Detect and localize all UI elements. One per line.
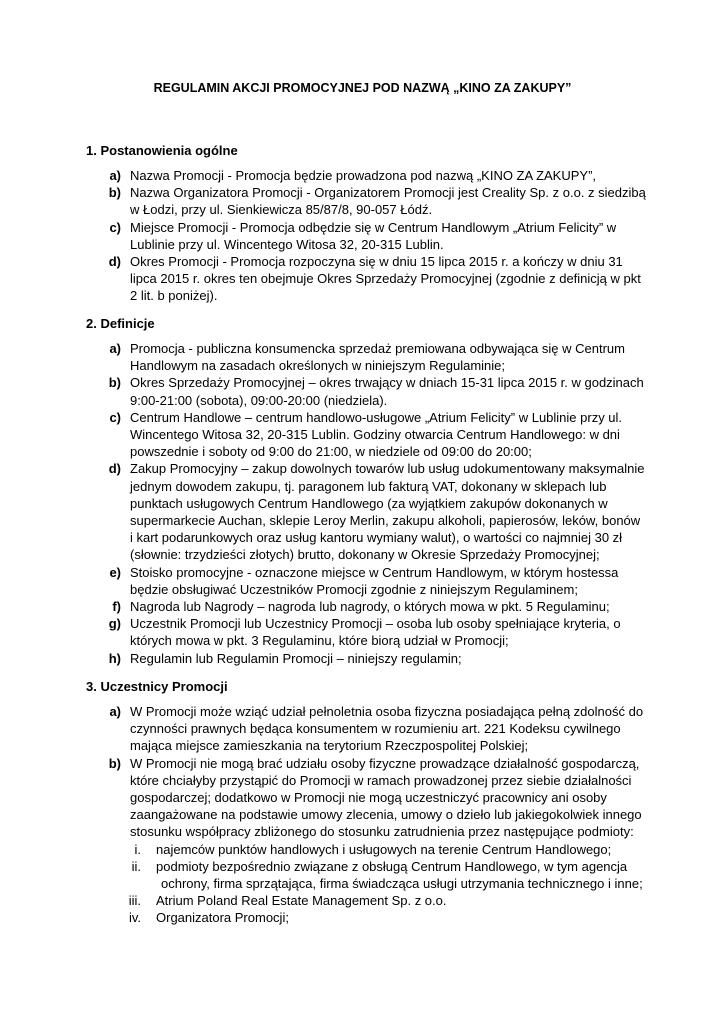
list-marker: h) [108, 650, 121, 666]
sub-list [86, 841, 646, 927]
list-item [86, 340, 646, 374]
list-marker: g) [108, 616, 121, 632]
list-item-text: Stoisko promocyjne - oznaczone miejsce w Centrum Handlowym, w którym hostessa będzie obsługiwać Uczestników Promocji zgodnie z niniejszym Regulaminem; [130, 564, 619, 597]
list-item-text: W Promocji nie mogą brać udziału osoby fizyczne prowadzące działalność gospodarczą, które chciałyby przystąpić do Promocji w ramach prowadzonej przez siebie działalności gospodarczej; dodatkowo w Promocji nie mogą uczestniczyć pracownicy ani osoby zaangażowane na podstawie umowy zlecenia, umowy o dzieło lub jakiegokolwiek innego stosunku współpracy zbliżonego do stosunku zatrudnienia przez następujące podmioty: [130, 755, 642, 840]
list-item-text: W Promocji może wziąć udział pełnoletnia osoba fizyczna posiadająca pełną zdolność do czynności prawnych będąca konsumentem w rozumieniu art. 221 Kodeksu cywilnego mająca miejsce zamieszkania na terytorium Rzeczpospolitej Polskiej; [130, 704, 644, 754]
sub-list-item [86, 892, 646, 909]
list-marker: b) [108, 375, 121, 391]
list-marker: d) [108, 461, 121, 477]
sub-list-marker: i. [134, 841, 141, 857]
list-item [86, 167, 646, 184]
list-item-text: Okres Sprzedaży Promocyjnej – okres trwający w dniach 15-31 lipca 2015 r. w godzinach 9:00-21:00 (sobota), 09:00-20:00 (niedziela). [130, 375, 644, 408]
list-marker: d) [108, 254, 121, 270]
list-marker: a) [109, 704, 121, 719]
list-marker: e) [109, 564, 121, 580]
list-item [86, 615, 646, 649]
list-item-text: Nagroda lub Nagrody – nagroda lub nagrody, o których mowa w pkt. 5 Regulaminu; [130, 599, 610, 615]
list-item [86, 460, 646, 563]
list-marker: b) [108, 755, 121, 771]
list-item [86, 598, 646, 615]
sub-list-item-text [156, 858, 646, 892]
list-item-text: Nazwa Organizatora Promocji - Organizatorem Promocji jest Creality Sp. z o.o. z siedzibą w Łodzi, przy ul. Sienkiewicza 85/87/8, 90-057 Łódź. [130, 185, 646, 218]
list-marker: a) [109, 168, 121, 183]
list-item [86, 755, 646, 841]
list-marker: a) [109, 341, 121, 356]
sub-list-item-text: Organizatora Promocji; [156, 910, 289, 926]
list-item [86, 409, 646, 461]
sub-list-item-text-line2: ochrony, firma sprzątająca, firma świadcząca usługi utrzymania technicznego i inne; [161, 876, 643, 892]
sub-list-item-text-line1: podmioty bezpośrednio związane z obsługą Centrum Handlowego, w tym agencja [156, 858, 628, 874]
list-item [86, 184, 646, 218]
sub-list-item [86, 841, 646, 858]
section-2-list [86, 340, 646, 667]
list-item-text: Okres Promocji - Promocja rozpoczyna się w dniu 15 lipca 2015 r. a kończy w dniu 31 lipca 2015 r. okres ten obejmuje Okres Sprzedaży Promocyjnej (zgodnie z definicją w pkt 2 lit. b poniżej). [130, 254, 641, 304]
list-item [86, 253, 646, 305]
list-item-text: Promocja - publiczna konsumencka sprzedaż premiowana odbywająca się w Centrum Handlowym na zasadach określonych w niniejszym Regulaminie; [130, 341, 625, 374]
list-item-text: Miejsce Promocji - Promocja odbędzie się w Centrum Handlowym „Atrium Felicity” w Lublinie przy ul. Wincentego Witosa 32, 20-315 Lublin. [130, 219, 617, 252]
list-item-text: Uczestnik Promocji lub Uczestnicy Promocji – osoba lub osoby spełniające kryteria, o których mowa w pkt. 3 Regulaminu, które biorą udział w Promocji; [130, 616, 621, 649]
list-item [86, 650, 646, 667]
list-item [86, 564, 646, 598]
sub-list-item-text: Atrium Poland Real Estate Management Sp. z o.o. [156, 893, 447, 909]
list-item-text: Regulamin lub Regulamin Promocji – niniejszy regulamin; [130, 650, 462, 666]
list-marker: f) [112, 599, 121, 615]
section-heading-2: 2. Definicje [86, 316, 155, 331]
sub-list-item [86, 909, 646, 926]
sub-list-marker: iv. [128, 910, 141, 926]
list-item-text: Centrum Handlowe – centrum handlowo-usługowe „Atrium Felicity” w Lublinie przy ul. Wincentego Witosa 32, 20-315 Lublin. Godziny otwarcia Centrum Handlowego: w dni powszednie i soboty od 9:00 do 21:00, w niedziele od 09:00 do 20:00; [130, 409, 623, 460]
section-heading-3: 3. Uczestnicy Promocji [86, 679, 228, 694]
list-item-text: Zakup Promocyjny – zakup dowolnych towarów lub usług udokumentowany maksymalnie jednym dowodem zakupu, tj. paragonem lub fakturą VAT, dokonany w sklepach lub punktach usługowych Centrum Handlowego (za wyjątkiem zakupów dokonanych w supermarkecie Auchan, sklepie Leroy Merlin, zakupu alkoholi, papierosów, leków, bonów i kart podarunkowych oraz usług kantoru wymiany walut), o wartości co najmniej 30 zł (słownie: trzydzieści złotych) brutto, dokonany w Okresie Sprzedaży Promocyjnej; [130, 461, 645, 563]
sub-list-marker: ii. [131, 858, 141, 874]
document-title: REGULAMIN AKCJI PROMOCYJNEJ POD NAZWĄ „KINO ZA ZAKUPY” [153, 81, 572, 95]
sub-list-marker: iii. [128, 893, 141, 909]
sub-list-item [86, 858, 646, 892]
list-marker: c) [109, 409, 121, 425]
list-item [86, 219, 646, 253]
section-3-list [86, 703, 646, 927]
section-1-list [86, 167, 646, 305]
list-marker: b) [108, 185, 121, 201]
list-item-text: Nazwa Promocji - Promocja będzie prowadzona pod nazwą „KINO ZA ZAKUPY”, [130, 168, 597, 183]
list-marker: c) [109, 219, 121, 235]
list-item [86, 703, 646, 755]
list-item [86, 374, 646, 408]
section-heading-1: 1. Postanowienia ogólne [86, 143, 238, 158]
sub-list-item-text: najemców punktów handlowych i usługowych na terenie Centrum Handlowego; [156, 841, 612, 857]
